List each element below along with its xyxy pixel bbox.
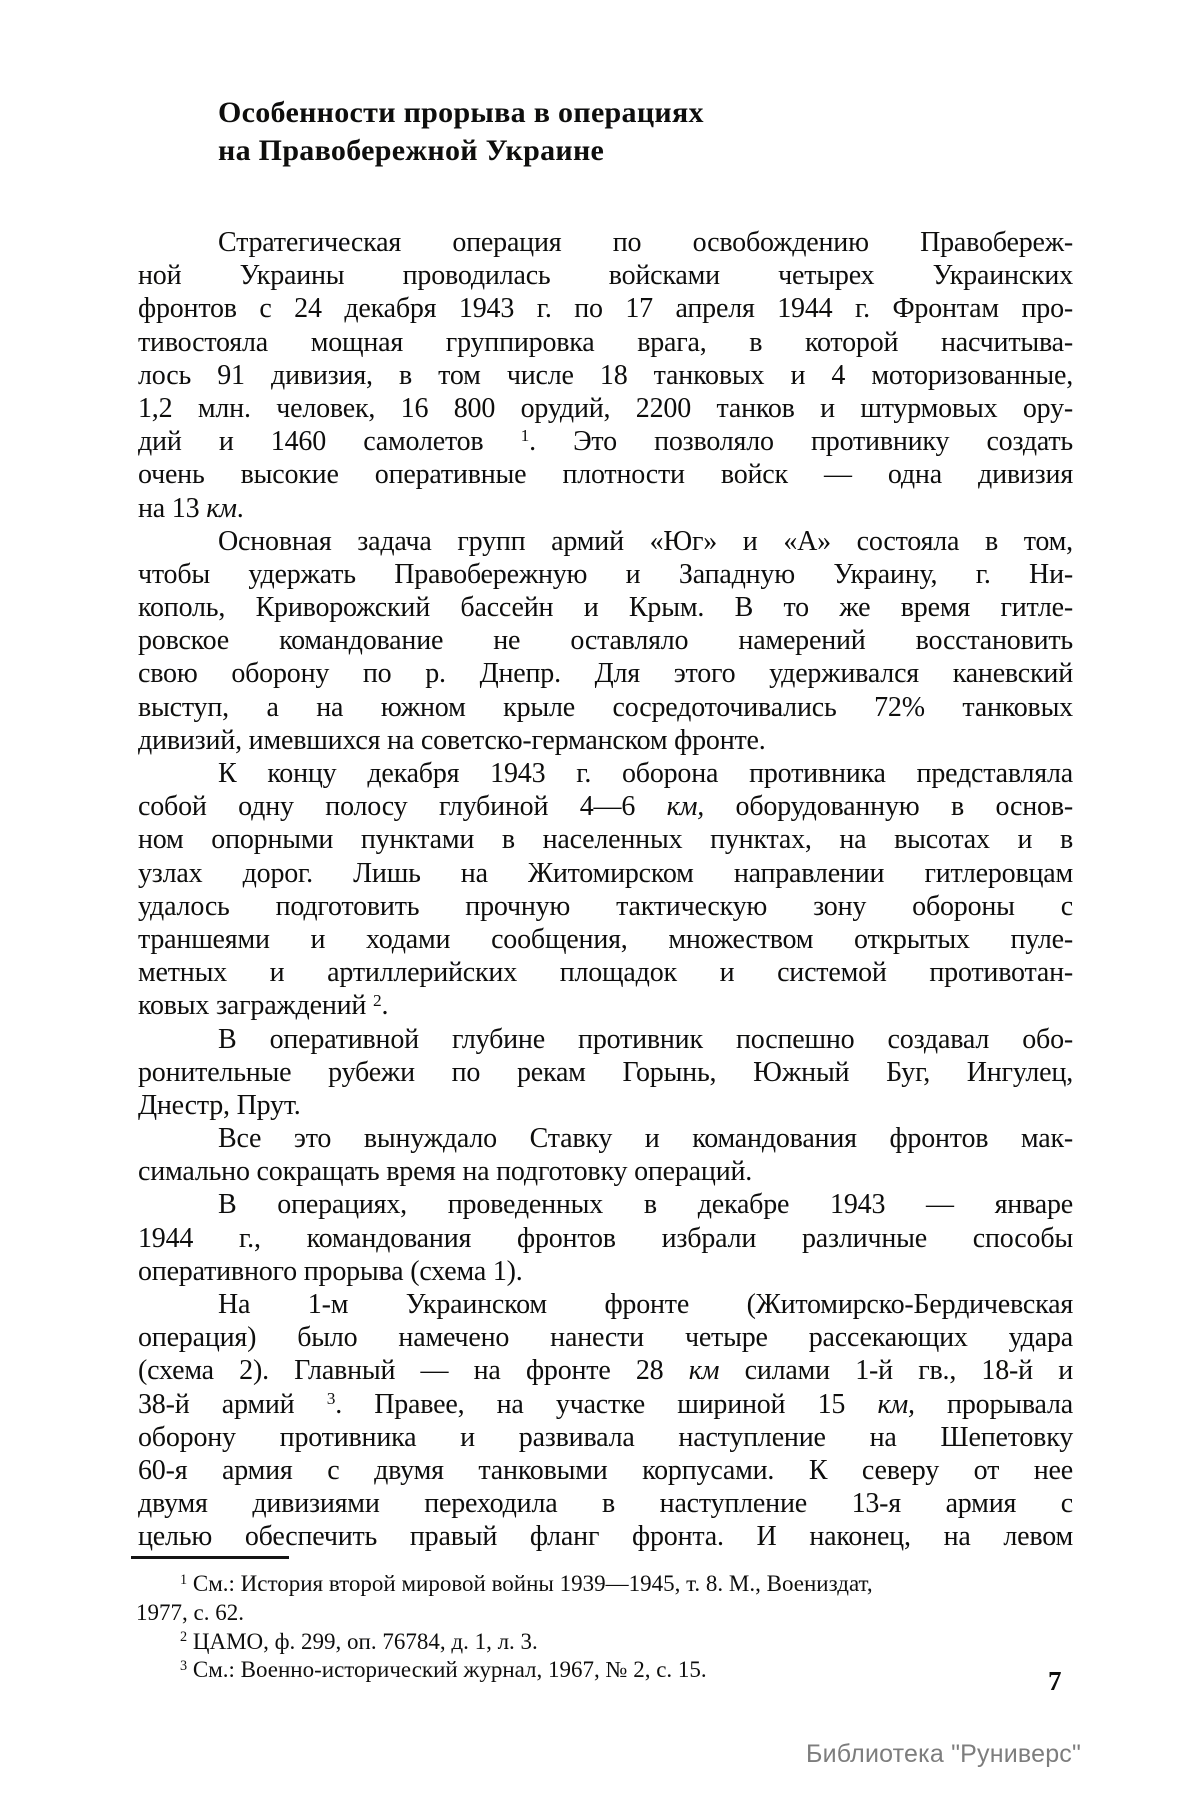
paragraph-line: лось 91 дивизия, в том числе 18 танковых и 4 моторизованные, — [138, 359, 1073, 391]
paragraph-line: симально сокращать время на подготовку операций. — [138, 1156, 753, 1188]
footnotes — [136, 1570, 1076, 1685]
paragraph-line: собой одну полосу глубиной 4—6 км, оборудованную в основ- — [138, 791, 1073, 823]
paragraph-line: 1,2 млн. человек, 16 800 орудий, 2200 танков и штурмовых ору- — [138, 392, 1073, 424]
page-number: 7 — [1048, 1666, 1062, 1696]
footnote-line: $^2$ ЦАМО, ф. 299, оп. 76784, д. 1, л. 3. — [180, 1628, 538, 1654]
paragraph-line: оперативного прорыва (схема 1). — [138, 1255, 523, 1287]
paragraph-line: 60-я армия с двумя танковыми корпусами. К северу от нее — [138, 1454, 1073, 1486]
paragraph-line: траншеями и ходами сообщения, множеством открытых пуле- — [138, 923, 1073, 955]
paragraph-line: Все это вынуждало Ставку и командования фронтов мак- — [218, 1123, 1073, 1155]
paragraph-line: дивизий, имевшихся на советско-германском фронте. — [138, 724, 766, 756]
footnote-line: $^3$ См.: Военно-исторический журнал, 1967, № 2, с. 15. — [180, 1657, 707, 1683]
paragraph-line: узлах дорог. Лишь на Житомирском направлении гитлеровцам — [138, 857, 1073, 889]
paragraph-line: очень высокие оперативные плотности войск — одна дивизия — [138, 459, 1073, 491]
footnote — [136, 1656, 1076, 1685]
paragraph-line: В операциях, проведенных в декабре 1943 — январе — [218, 1189, 1073, 1221]
paragraph-line: Стратегическая операция по освобождению Правобереж- — [218, 227, 1073, 258]
paragraph-line: выступ, а на южном крыле сосредоточивались 72% танковых — [138, 691, 1073, 723]
footnote — [136, 1628, 1076, 1657]
paragraph-line: дий и 1460 самолетов $^1$. Это позволяло противнику создать — [138, 426, 1073, 458]
body-paragraph — [138, 1122, 1073, 1188]
paragraph-line: чтобы удержать Правобережную и Западную Украину, г. Ни- — [138, 558, 1073, 590]
body-paragraph — [138, 1188, 1073, 1288]
page-body-text — [138, 226, 1073, 1554]
body-paragraph — [138, 1288, 1073, 1554]
paragraph-line: ковых заграждений $^2$. — [138, 990, 389, 1022]
paragraph-line: В оперативной глубине противник поспешно создавал обо- — [218, 1023, 1073, 1055]
paragraph-line: целью обеспечить правый фланг фронта. И наконец, на левом — [138, 1521, 1073, 1553]
paragraph-line: удалось подготовить прочную тактическую зону обороны с — [138, 890, 1073, 922]
chapter-heading — [218, 94, 704, 170]
paragraph-line: ном опорными пунктами в населенных пунктах, на высотах и в — [138, 824, 1073, 856]
paragraph-line: На 1-м Украинском фронте (Житомирско-Бердичевская — [218, 1289, 1073, 1320]
paragraph-line: двумя дивизиями переходила в наступление 13-я армия с — [138, 1488, 1073, 1520]
paragraph-line: ронительные рубежи по рекам Горынь, Южный Буг, Ингулец, — [138, 1056, 1073, 1088]
paragraph-line: Основная задача групп армий «Юг» и «А» состояла в том, — [218, 525, 1073, 557]
body-paragraph — [138, 757, 1073, 1023]
body-paragraph — [138, 1023, 1073, 1123]
paragraph-line: ной Украины проводилась войсками четырех Украинских — [138, 260, 1073, 292]
paragraph-line: метных и артиллерийских площадок и системой противотан- — [138, 957, 1073, 989]
paragraph-line: фронтов с 24 декабря 1943 г. по 17 апреля 1944 г. Фронтам про- — [138, 293, 1073, 325]
library-watermark: Библиотека "Руниверс" — [806, 1740, 1082, 1768]
paragraph-line: ровское командование не оставляло намерений восстановить — [138, 625, 1073, 657]
paragraph-line: кополь, Криворожский бассейн и Крым. В то же время гитле- — [138, 592, 1073, 624]
footnote-line: 1977, с. 62. — [136, 1599, 244, 1625]
body-paragraph — [138, 226, 1073, 525]
footnote-divider — [131, 1556, 289, 1559]
paragraph-line: 38-й армий $^3$. Правее, на участке шириной 15 км, прорывала — [138, 1388, 1073, 1420]
paragraph-line: тивостояла мощная группировка врага, в которой насчитыва- — [138, 326, 1073, 358]
footnote — [136, 1570, 1076, 1628]
chapter-heading-line: на Правобережной Украине — [218, 134, 605, 167]
paragraph-line: Днестр, Прут. — [138, 1089, 301, 1121]
footnote-line: $^1$ См.: История второй мировой войны 1939—1945, т. 8. М., Воениздат, — [180, 1571, 873, 1596]
paragraph-line: (схема 2). Главный — на фронте 28 км силами 1-й гв., 18-й и — [138, 1355, 1073, 1387]
paragraph-line: на 13 км. — [138, 492, 244, 524]
body-paragraph — [138, 525, 1073, 757]
paragraph-line: оборону противника и развивала наступление на Шепетовку — [138, 1421, 1073, 1453]
paragraph-line: операция) было намечено нанести четыре рассекающих удара — [138, 1322, 1073, 1354]
chapter-heading-line: Особенности прорыва в операциях — [218, 96, 704, 129]
paragraph-line: К концу декабря 1943 г. оборона противника представляла — [218, 758, 1073, 789]
paragraph-line: 1944 г., командования фронтов избрали различные способы — [138, 1222, 1073, 1254]
paragraph-line: свою оборону по р. Днепр. Для этого удерживался каневский — [138, 658, 1073, 690]
